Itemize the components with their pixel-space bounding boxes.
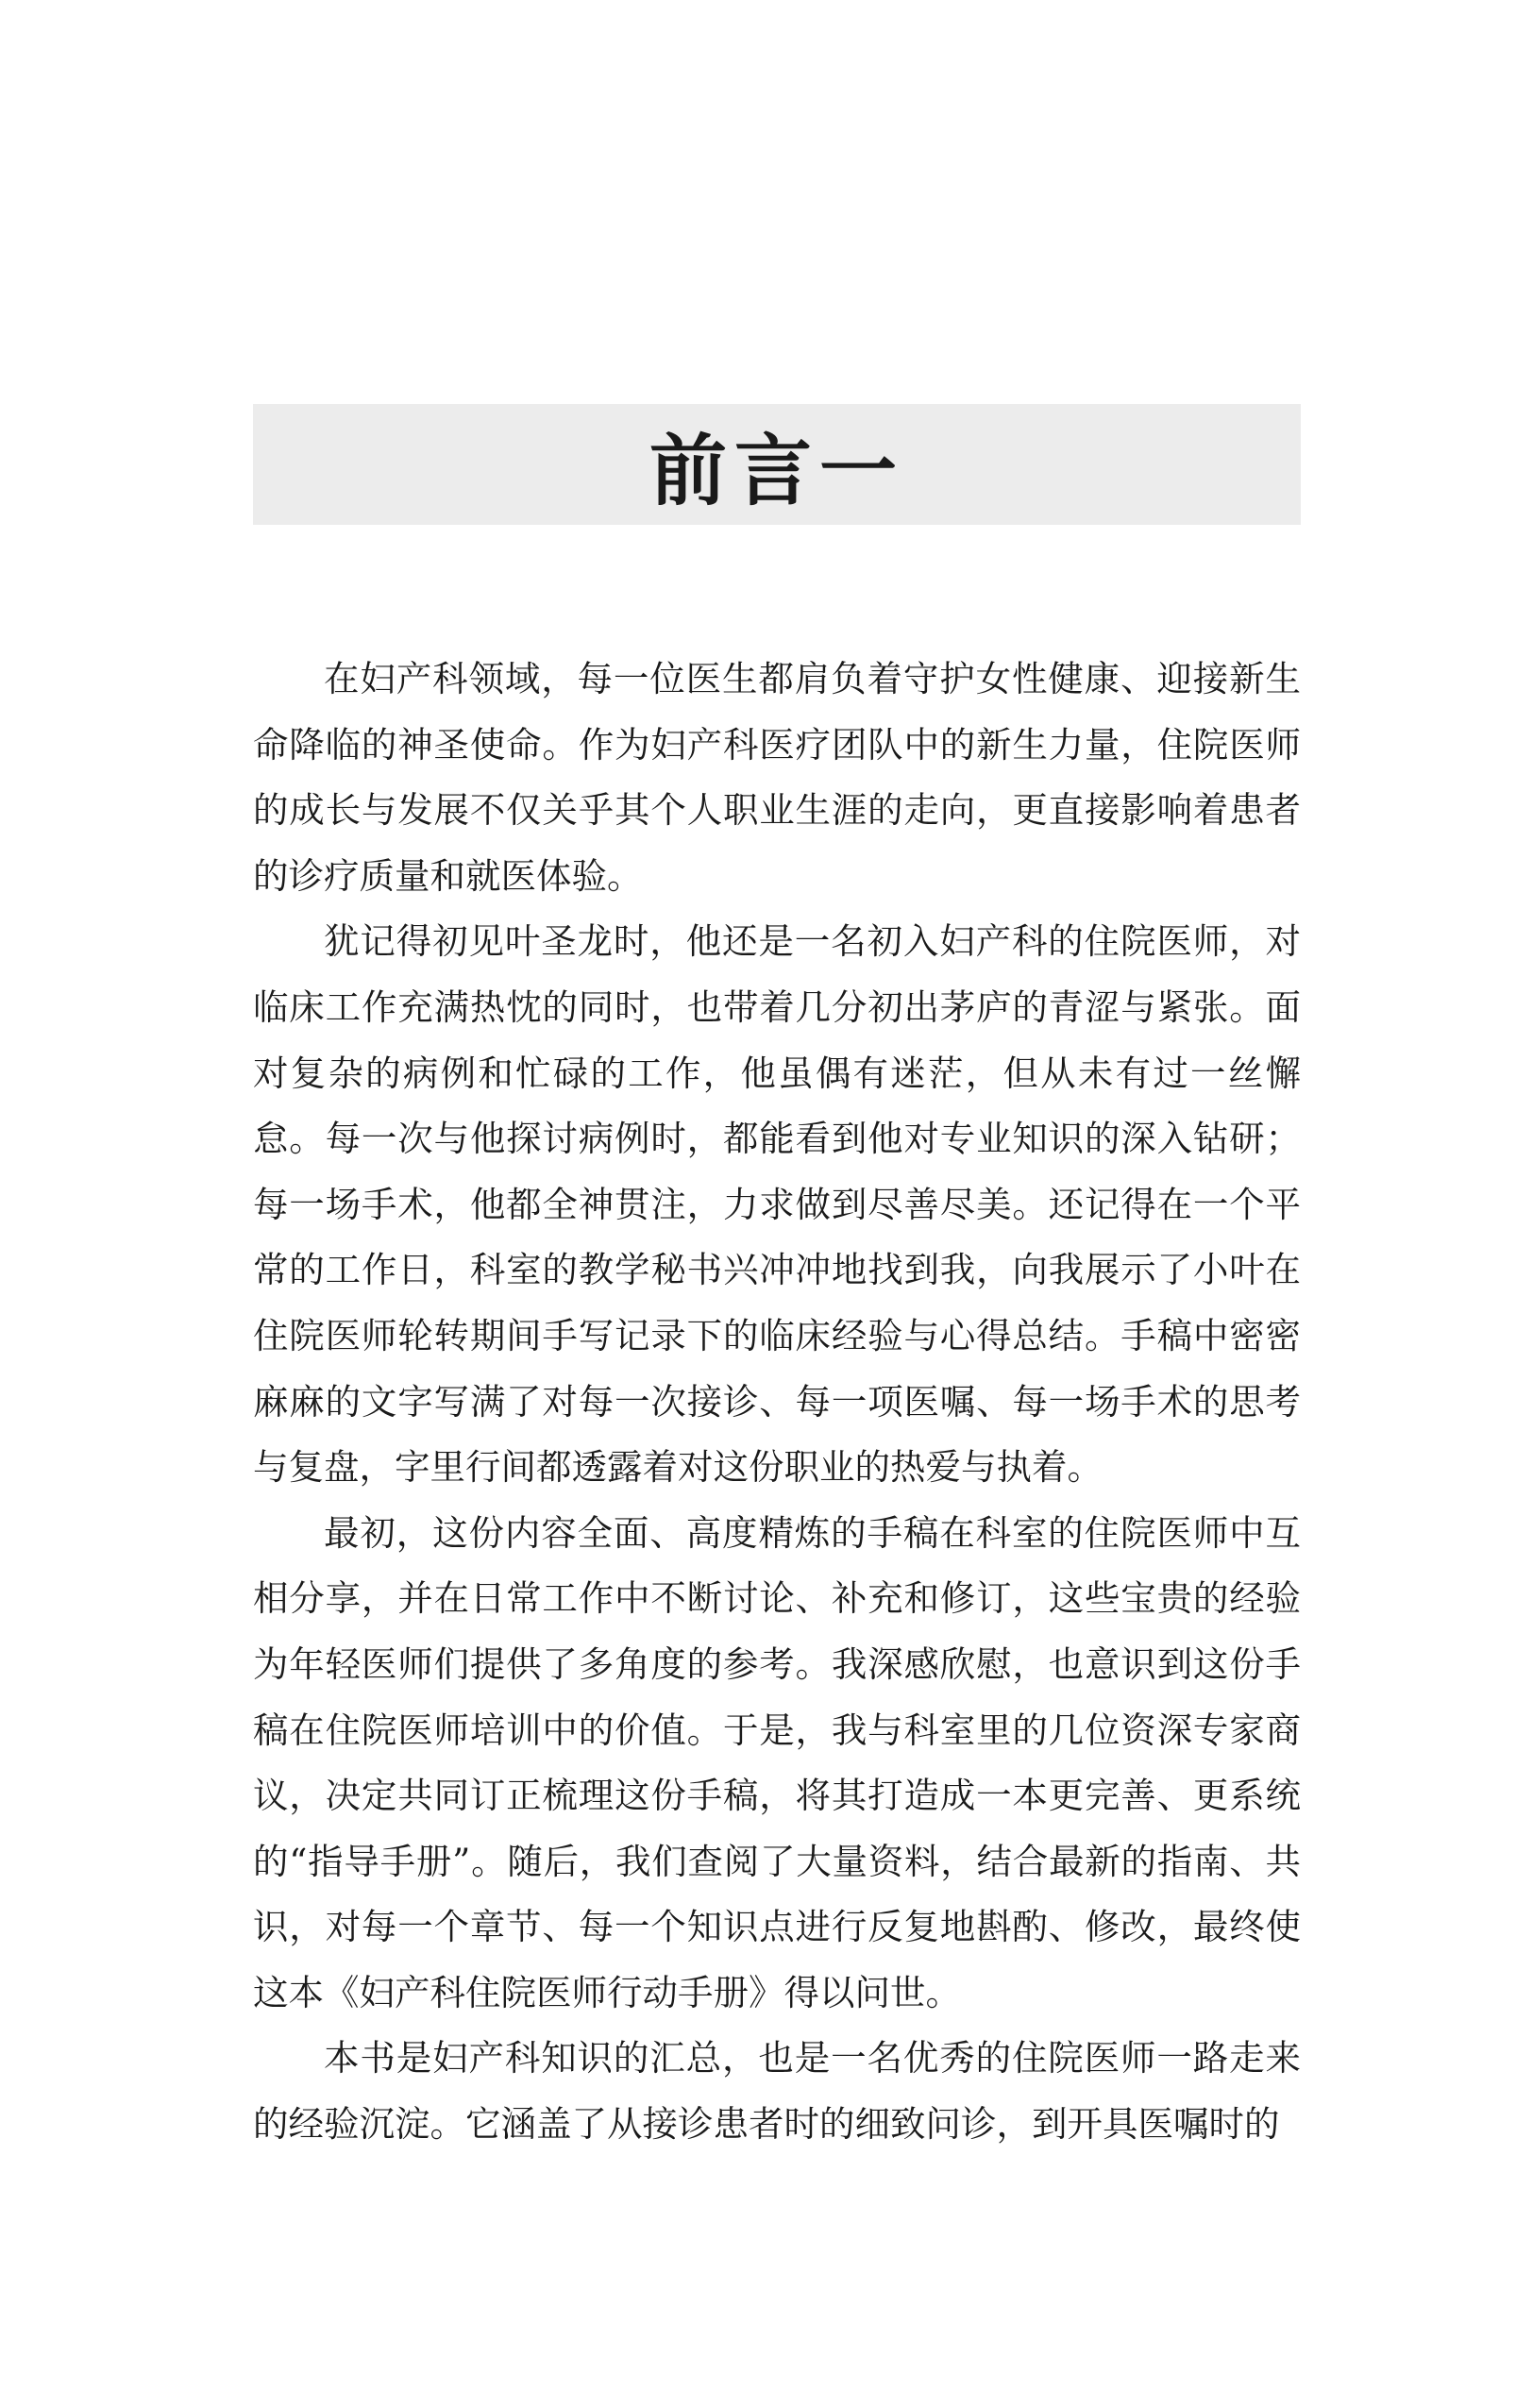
page-title: 前言一 <box>649 425 904 516</box>
paragraph-2: 犹记得初见叶圣龙时，他还是一名初入妇产科的住院医师，对临床工作充满热忱的同时，也带着几分初出茅庐的青涩与紧张。面对复杂的病例和忙碌的工作，他虽偶有迷茫，但从未有过一丝懈怠。每一次与他探讨病例时，都能看到他对专业知识的深入钻研；每一场手术，他都全神贯注，力求做到尽善尽美。还记得在一个平常的工作日，科室的教学秘书兴冲冲地找到我，向我展示了小叶在住院医师轮转期间手写记录下的临床经验与心得总结。手稿中密密麻麻的文字写满了对每一次接诊、每一项医嘱、每一场手术的思考与复盘，字里行间都透露着对这份职业的热爱与执着。 <box>253 920 1301 1489</box>
paragraph-4: 本书是妇产科知识的汇总，也是一名优秀的住院医师一路走来的经验沉淀。它涵盖了从接诊患者时的细致问诊，到开具医嘱时的 <box>253 2037 1301 2146</box>
title-banner <box>253 404 1301 525</box>
paragraph-3: 最初，这份内容全面、高度精炼的手稿在科室的住院医师中互相分享，并在日常工作中不断讨论、补充和修订，这些宝贵的经验为年轻医师们提供了多角度的参考。我深感欣慰，也意识到这份手稿在住院医师培训中的价值。于是，我与科室里的几位资深专家商议，决定共同订正梳理这份手稿，将其打造成一本更完善、更系统的“指导手册”。随后，我们查阅了大量资料，结合最新的指南、共识，对每一个章节、每一个知识点进行反复地斟酌、修改，最终使这本《妇产科住院医师行动手册》得以问世。 <box>253 1511 1301 2013</box>
paragraph-1: 在妇产科领域，每一位医生都肩负着守护女性健康、迎接新生命降临的神圣使命。作为妇产科医疗团队中的新生力量，住院医师的成长与发展不仅关乎其个人职业生涯的走向，更直接影响着患者的诊疗质量和就医体验。 <box>253 658 1301 897</box>
preface-body <box>253 647 1301 2158</box>
